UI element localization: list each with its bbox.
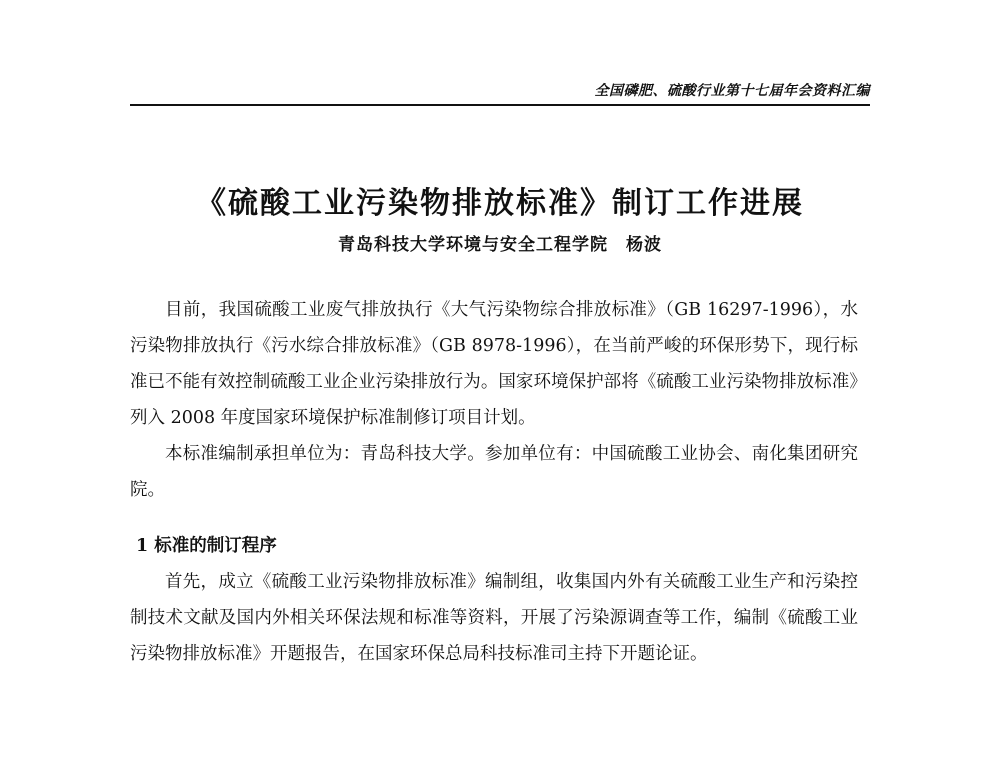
author-name: 杨波 (626, 235, 662, 255)
section-heading: 1 标准的制订程序 (136, 536, 277, 556)
intro-paragraph: 目前，我国硫酸工业废气排放执行《大气污染物综合排放标准》（GB 16297-1996），水污染物排放执行《污水综合排放标准》（GB 8978-1996），在当前严峻的环保形势下，现行标准已不能有效控制硫酸工业企业污染排放行为。国家环境保护部将《硫酸工业污染物排放标准》列入 2008 年度国家环境保护标准制修订项目计划。 (130, 300, 858, 428)
article-title: 《硫酸工业污染物排放标准》制订工作进展 (196, 186, 804, 221)
author-affiliation: 青岛科技大学环境与安全工程学院 (338, 235, 608, 255)
units-paragraph: 本标准编制承担单位为：青岛科技大学。参加单位有：中国硫酸工业协会、南化集团研究院。 (130, 444, 858, 500)
section-paragraph: 首先，成立《硫酸工业污染物排放标准》编制组，收集国内外有关硫酸工业生产和污染控制技术文献及国内外相关环保法规和标准等资料，开展了污染源调查等工作，编制《硫酸工业污染物排放标准》开题报告，在国家环保总局科技标准司主持下开题论证。 (130, 572, 858, 664)
article-body (130, 292, 858, 672)
running-header: 全国磷肥、硫酸行业第十七届年会资料汇编 (594, 83, 870, 99)
byline (100, 230, 900, 255)
header-rule (130, 104, 870, 106)
